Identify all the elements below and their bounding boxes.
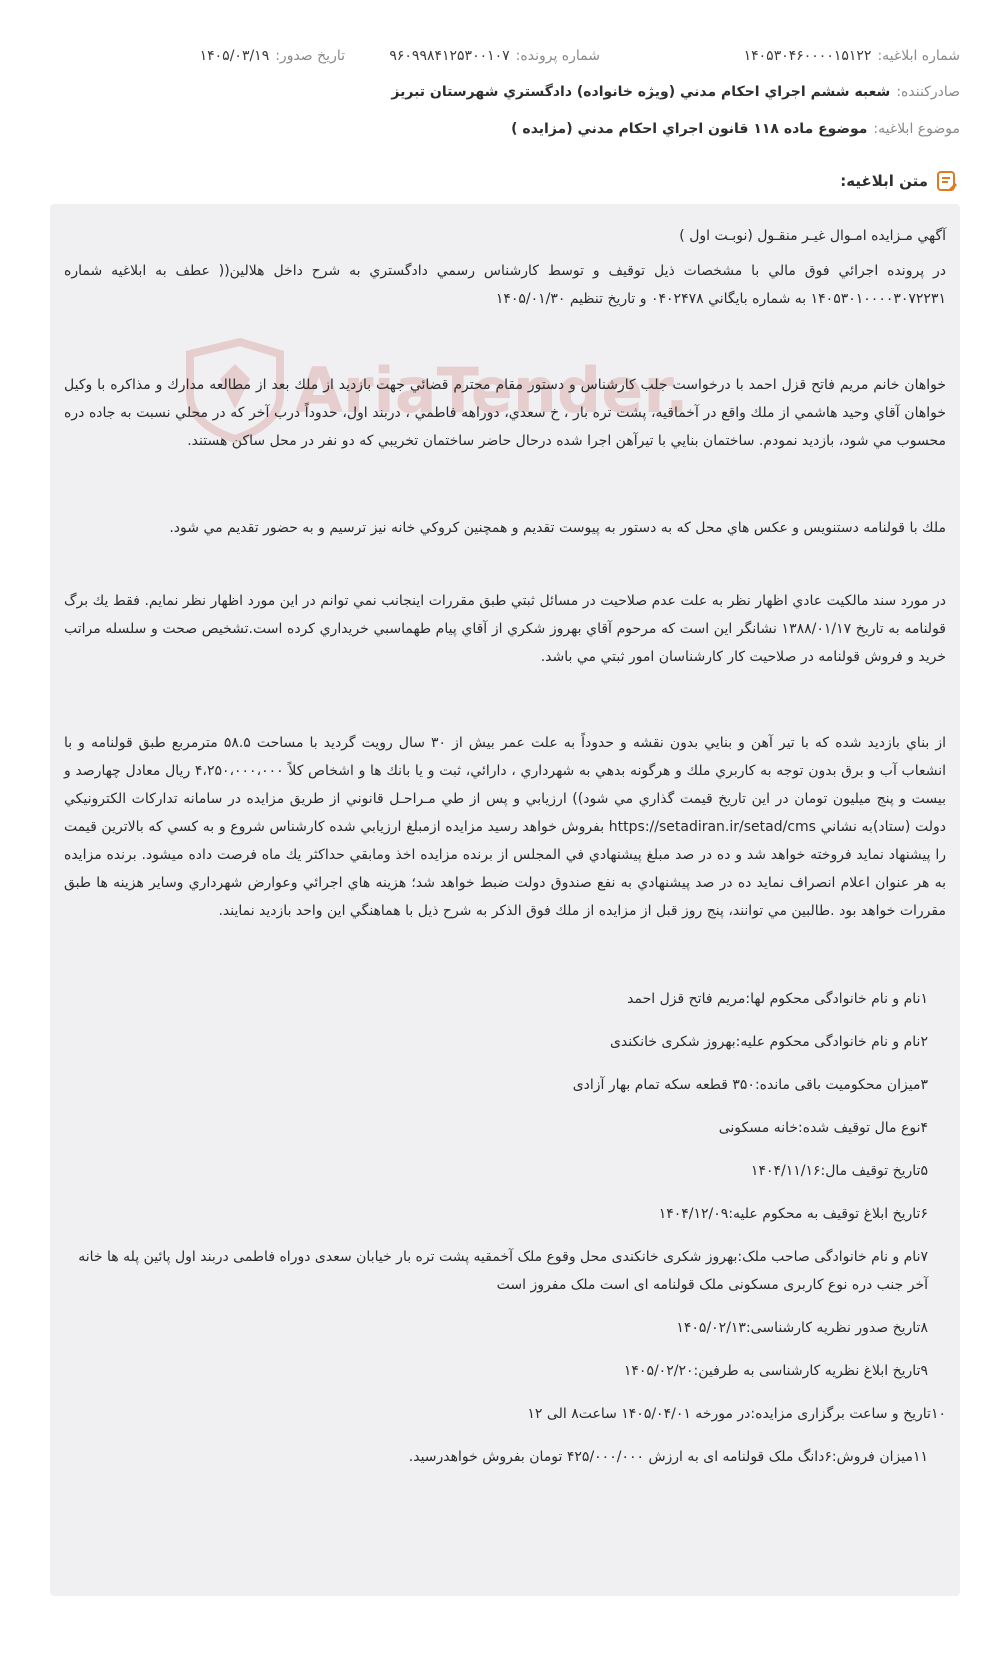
notification-number-label: شماره ابلاغيه: xyxy=(877,48,960,64)
paragraph-5: از بناي بازديد شده كه با تير آهن و بنايي بدون نقشه و حدوداً به علت عمر بيش از ۳۰ سال رويت گرديد با مساحت ۵۸.۵ مترمربع طبق قولنامه و با انشعاب آب و برق بدون توجه به كاربري ملك و هرگونه بدهي به شهرداري ، دارائي، ثبت و يا بانك ها و اشخاص كلاً ۴،۲۵۰،۰۰۰،۰۰۰ ريال معادل چهارصد و بيست و پنج ميليون تومان در اين تاريخ قيمت گذاري مي شود)) ارزيابي و پس از طي مـراحـل قانوني از طريق مزايده در سامانه تداركات الكترونيكي دولت (ستاد)به نشاني https://setadiran.ir/setad/cms بفروش خواهد رسيد مزايده ازمبلغ ارزيابي شده كارشناس شروع و به كسي كه بالاترين قيمت را پيشنهاد نمايد فروخته خواهد شد و ده در صد مبلغ پيشنهادي في المجلس از برنده مزايده اخذ ومابقي حداكثر يك ماه فرصت داده ميشود. برنده مزايده به هر عنوان اعلام انصراف نمايد ده در صد پيشنهادي به نفع صندوق دولت ضبط خواهد شد؛ هزينه هاي اجرائي وعوارض شهرداري وساير هزينه ها طبق مقررات خواهد بود .طالبين مي توانند، پنج روز قبل از مزايده از ملك فوق الذكر به شرح ذيل با هماهنگي اين واحد بازديد نمايند. xyxy=(64,735,947,919)
list-item: ۳میزان محکومیت باقی مانده:۳۵۰ قطعه سکه تمام بهار آزادی xyxy=(572,1077,928,1093)
case-number-label: شماره پرونده: xyxy=(515,48,600,64)
list-item: ۸تاریخ صدور نظریه کارشناسی:۱۴۰۵/۰۲/۱۳ xyxy=(676,1320,928,1336)
issue-date-value: ۱۴۰۵/۰۳/۱۹ xyxy=(199,48,270,64)
paragraph-3: ملك با قولنامه دستنويس و عكس هاي محل كه به دستور به پيوست تقديم و همچنين كروكي خانه نيز ترسيم و به حضور تقديم مي شود. xyxy=(169,520,946,536)
list-item: ۷نام و نام خانوادگی صاحب ملک:بهروز شکری خانکندی محل وقوع ملک آخمقیه پشت تره بار خیابان سعدی دوراه فاطمی دربند اول پائین پله ها خانه آخر جنب دره نوع کاربری مسکونی ملک قولنامه ای است ملک مفروز است xyxy=(78,1249,928,1293)
notice-content-box xyxy=(50,204,960,1596)
subject-label: موضوع ابلاغيه: xyxy=(873,121,960,137)
list-item: ۵تاریخ توقیف مال:۱۴۰۴/۱۱/۱۶ xyxy=(750,1163,928,1179)
ad-title: آگهي مـزايده امـوال غيـر منقـول (نوبـت اول ) xyxy=(679,228,946,244)
header-row-ids xyxy=(40,48,960,68)
paragraph-2: خواهان خانم مريم فاتح قزل احمد با درخواست جلب كارشناس و دستور مقام محترم قضائي جهت بازديد از ملك بعد از مطالعه مدارك و مذاكره با وكيل خواهان آقاي وحيد هاشمي از ملك واقع در آخماقيه، پشت تره بار ، خ سعدي، دوراهه فاطمي ، دربند اول، حدوداً درب آخر كه در محلي نسبت به جاده دره محسوب مي شود، بازديد نمودم. ساختمان بنايي با تيرآهن اجرا شده درحال حاضر ساختمان تخريبي كه دو نفر در محل ساكن هستند. xyxy=(64,377,946,449)
issue-date xyxy=(200,48,345,64)
list-item: ۱۰تاریخ و ساعت برگزاری مزایده:در مورخه ۱۴۰۵/۰۴/۰۱ ساعت۸ الی ۱۲ xyxy=(527,1406,946,1422)
svg-text:AriaTender.neT: AriaTender. xyxy=(295,354,689,427)
case-number-value: ۹۶۰۹۹۸۴۱۲۵۳۰۰۱۰۷ xyxy=(389,48,510,64)
list-item: ۶تاریخ ابلاغ توقیف به محکوم علیه:۱۴۰۴/۱۲/۰۹ xyxy=(658,1206,928,1222)
document-icon xyxy=(936,170,958,192)
content-heading-text: متن ابلاغيه: xyxy=(840,172,928,190)
list-item: ۹تاریخ ابلاغ نظریه کارشناسی به طرفین:۱۴۰۵/۰۲/۲۰ xyxy=(623,1363,928,1379)
issuer-row xyxy=(40,84,960,100)
content-heading xyxy=(840,170,958,192)
paragraph-1: در پرونده اجرائي فوق مالي با مشخصات ذيل توقيف و توسط كارشناس رسمي دادگستري به شرح داخل هلالين(( عطف به ابلاغيه شماره ۱۴۰۵۳۰۱۰۰۰۰۳۰۷۲۲۳۱ به شماره بايگاني ۰۴۰۲۴۷۸ و تاريخ تنظيم ۱۴۰۵/۰۱/۳۰ xyxy=(64,263,946,307)
notification-number-value: ۱۴۰۵۳۰۴۶۰۰۰۰۱۵۱۲۲ xyxy=(743,48,872,64)
issue-date-label: تاريخ صدور: xyxy=(275,48,345,64)
issuer-value: شعبه ششم اجراي احكام مدني (ويژه خانواده) دادگستري شهرستان تبريز xyxy=(391,84,891,100)
paragraph-4: در مورد سند مالكيت عادي اظهار نظر به علت عدم صلاحيت در مسائل ثبتي طبق مقررات اينجانب نمي توانم در اين مورد اظهار نظر نمايم. فقط يك برگ قولنامه به تاريخ ۱۳۸۸/۰۱/۱۷ نشانگر اين است كه مرحوم آقاي بهروز شكري از آقاي پيام طهماسبي خريداري كرده است.تشخيص صحت و سلسله مراتب خريد و فروش قولنامه در صلاحيت كار كارشناسان امور ثبتي مي باشد. xyxy=(64,593,947,665)
list-item: ۱نام و نام خانوادگی محکوم لها:مریم فاتح قزل احمد xyxy=(627,991,928,1007)
subject-value: موضوع ماده ۱۱۸ قانون اجراي احكام مدني (مزايده ) xyxy=(511,121,868,137)
notification-number xyxy=(744,48,960,64)
subject-row xyxy=(40,121,960,137)
list-item: ۲نام و نام خانوادگی محکوم علیه:بهروز شکری خانکندی xyxy=(609,1034,928,1050)
list-item: ۴نوع مال توقیف شده:خانه مسکونی xyxy=(718,1120,928,1136)
case-details-list xyxy=(64,985,946,1471)
issuer-label: صادرکننده: xyxy=(896,84,960,100)
case-number xyxy=(389,48,600,64)
list-item: ۱۱میزان فروش:۶دانگ ملک قولنامه ای به ارزش ۴۲۵/۰۰۰/۰۰۰ تومان بفروش خواهدرسید. xyxy=(408,1449,928,1465)
